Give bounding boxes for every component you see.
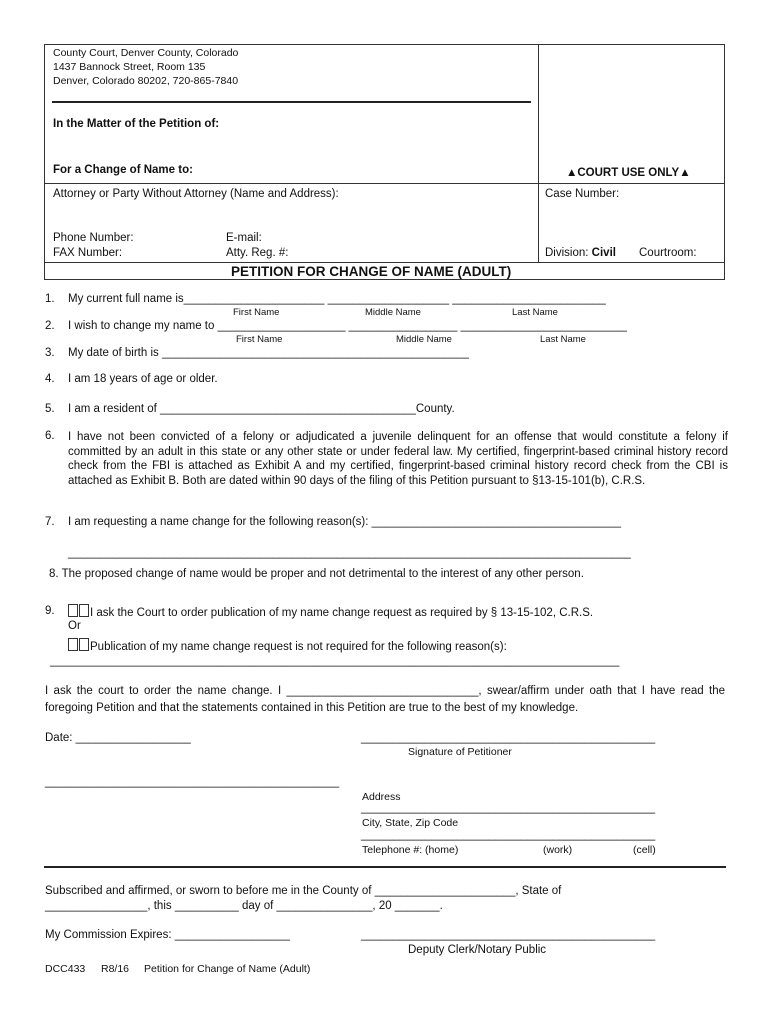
city-label: City, State, Zip Code [362, 817, 459, 829]
court-separator [52, 101, 531, 103]
item-2-tail: _ [620, 320, 627, 332]
item-7-reasons: I am requesting a name change for the following reason(s): _______________________________________ [68, 516, 622, 528]
no-publication-checkbox[interactable] [68, 638, 78, 651]
form-name: Petition for Change of Name (Adult) [144, 963, 311, 975]
oath-statement: I ask the court to order the name change. I ______________________________, swear/affirm under oath that I have read the foregoing Petition and that the statements contained in this Petition are true to the best of my knowledge. [45, 685, 725, 714]
date-field: Date: __________________ [45, 732, 191, 744]
item-2-new-name [68, 320, 627, 332]
court-name: County Court, Denver County, Colorado [53, 47, 239, 59]
middle-name-hint-2: Middle Name [396, 334, 452, 345]
last-name-hint-1: Last Name [512, 307, 558, 318]
clerk-signature-line: ______________________________________________ [361, 929, 656, 941]
notary-line-1: Subscribed and affirmed, or sworn to before me in the County of ______________________, State of [45, 885, 562, 897]
petition-title: PETITION FOR CHANGE OF NAME (ADULT) [231, 264, 512, 279]
item-1-current-name: My current full name is______________________ ___________________ ________________________ [68, 293, 606, 305]
middle-name-hint-1: Middle Name [365, 307, 421, 318]
first-name-hint-1: First Name [233, 307, 280, 318]
item-5-residence: I am a resident of ________________________________________County. [68, 403, 455, 415]
item-2-number: 2. [45, 320, 55, 332]
work-label: (work) [543, 844, 573, 856]
item-5-number: 5. [45, 403, 55, 415]
item-4-age: I am 18 years of age or older. [68, 373, 218, 385]
clerk-label: Deputy Clerk/Notary Public [408, 944, 547, 956]
item-9-or: Or [68, 620, 81, 632]
item-9-option-b: Publication of my name change request is not required for the following reason(s): [90, 641, 507, 653]
telephone-label: Telephone #: (home) [362, 844, 459, 856]
last-name-hint-2: Last Name [540, 334, 586, 345]
item-3-birth-date: My date of birth is ________________________________________________ [68, 347, 469, 359]
notary-line-2: ________________, this __________ day of _______________, 20 _______. [45, 900, 443, 912]
petitioner-name-line: ______________________________________________ [45, 776, 340, 788]
no-publication-checkbox-2[interactable] [79, 638, 89, 651]
item-9-option-a: I ask the Court to order publication of my name change request as required by § 13-15-102, C.R.S. [90, 607, 594, 619]
fax-label: FAX Number: [53, 247, 123, 259]
atty-reg-label: Atty. Reg. #: [226, 247, 289, 259]
first-name-hint-2: First Name [236, 334, 283, 345]
courtroom-label: Courtroom: [639, 247, 697, 259]
form-number: DCC433 [45, 963, 86, 975]
item-9-number: 9. [45, 605, 55, 617]
item-7-number: 7. [45, 516, 55, 528]
item-9-reason-line: _________________________________________________________________________________________ [50, 655, 620, 667]
publication-checkbox-2[interactable] [79, 604, 89, 617]
item-3-number: 3. [45, 347, 55, 359]
matter-label: In the Matter of the Petition of: [53, 118, 220, 130]
court-city: Denver, Colorado 80202, 720-865-7840 [53, 75, 239, 87]
address-line: ______________________________________________ [361, 802, 656, 814]
item-4-number: 4. [45, 373, 55, 385]
case-number-label: Case Number: [545, 188, 620, 200]
signature-line: ______________________________________________ [361, 732, 656, 744]
item-6-number: 6. [45, 430, 55, 442]
attorney-label: Attorney or Party Without Attorney (Name and Address): [53, 188, 339, 200]
email-label: E-mail: [226, 232, 262, 244]
item-9-no-publication-option [68, 638, 507, 653]
court-address: 1437 Bannock Street, Room 135 [53, 61, 206, 73]
address-label: Address [362, 791, 401, 803]
division-text: Division: [545, 247, 589, 259]
city-line: ______________________________________________ [361, 829, 656, 841]
publication-checkbox[interactable] [68, 604, 78, 617]
notary-separator [44, 866, 726, 868]
court-use-only: ▲COURT USE ONLY▲ [566, 167, 691, 179]
revision: R8/16 [101, 963, 130, 975]
caption-row-line [44, 183, 725, 184]
division-value: Civil [591, 247, 616, 259]
caption-divider [538, 44, 539, 262]
item-2-text: I wish to change my name to ____________________ _________________ _________________________ [68, 320, 621, 332]
title-row-line [44, 262, 725, 263]
phone-label: Phone Number: [53, 232, 134, 244]
change-to-label: For a Change of Name to: [53, 164, 193, 176]
item-8-statement: 8. The proposed change of name would be proper and not detrimental to the interest of any other person. [49, 568, 584, 580]
division-label [545, 247, 616, 259]
item-9-publication-option [68, 604, 593, 619]
cell-label: (cell) [633, 844, 656, 856]
item-6-felony-statement: I have not been convicted of a felony or adjudicated a juvenile delinquent for an offense that would constitute a felony if committed by an adult in this state or any other state or under federal law. My certified, fingerprint-based criminal history record check from the FBI is attached as Exhibit A and my certified, fingerprint-based criminal history record check from the CBI is attached as Exhibit B. Both are dated within 90 days of the filing of this Petition pursuant to §13-15-101(b), C.R.S. [68, 431, 728, 487]
item-1-number: 1. [45, 293, 55, 305]
commission-expires: My Commission Expires: __________________ [45, 929, 290, 941]
signature-label: Signature of Petitioner [408, 746, 512, 758]
item-7-reason-line: ________________________________________________________________________________________ [68, 547, 631, 559]
